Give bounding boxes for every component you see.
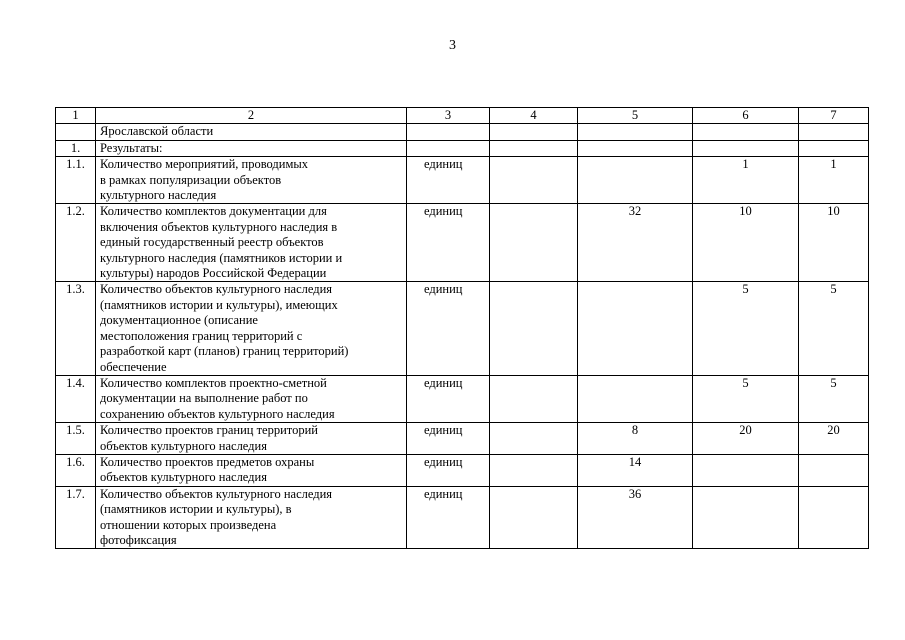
column-6-value-cell: 1 xyxy=(693,157,799,204)
column-7-value-cell: 5 xyxy=(799,282,869,375)
column-4-value-cell xyxy=(490,282,578,375)
unit-cell: единиц xyxy=(407,204,490,282)
page-number: 3 xyxy=(449,38,456,53)
row-number-cell: 1.7. xyxy=(56,486,96,549)
indicator-name-cell: Количество проектов предметов охраны объектов культурного наследия xyxy=(96,454,407,486)
row-number-cell: 1. xyxy=(56,140,96,156)
header-cell: 6 xyxy=(693,108,799,124)
indicator-name-cell: Количество комплектов проектно-сметной документации на выполнение работ по сохранению объектов культурного наследия xyxy=(96,375,407,422)
table-row xyxy=(56,124,869,140)
column-4-value-cell xyxy=(490,157,578,204)
row-number-cell: 1.4. xyxy=(56,375,96,422)
column-4-value-cell xyxy=(490,454,578,486)
header-cell: 7 xyxy=(799,108,869,124)
unit-cell: единиц xyxy=(407,375,490,422)
column-6-value-cell: 5 xyxy=(693,282,799,375)
table-row xyxy=(56,282,869,375)
indicator-name-cell: Количество объектов культурного наследия (памятников истории и культуры), имеющих документационное (описание местоположения границ территорий с разработкой карт (планов) границ территорий) обеспечение xyxy=(96,282,407,375)
indicator-name-cell: Количество объектов культурного наследия (памятников истории и культуры), в отношении которых произведена фотофиксация xyxy=(96,486,407,549)
column-6-value-cell xyxy=(693,486,799,549)
table-row xyxy=(56,486,869,549)
table-row xyxy=(56,454,869,486)
row-number-cell: 1.2. xyxy=(56,204,96,282)
table-row xyxy=(56,423,869,455)
column-7-value-cell xyxy=(799,454,869,486)
column-7-value-cell: 5 xyxy=(799,375,869,422)
column-5-value-cell: 32 xyxy=(578,204,693,282)
unit-cell: единиц xyxy=(407,423,490,455)
unit-cell xyxy=(407,124,490,140)
row-number-cell: 1.1. xyxy=(56,157,96,204)
column-5-value-cell: 14 xyxy=(578,454,693,486)
unit-cell: единиц xyxy=(407,454,490,486)
table-row xyxy=(56,157,869,204)
column-5-value-cell xyxy=(578,282,693,375)
column-5-value-cell xyxy=(578,140,693,156)
unit-cell: единиц xyxy=(407,282,490,375)
column-5-value-cell: 8 xyxy=(578,423,693,455)
column-5-value-cell: 36 xyxy=(578,486,693,549)
unit-cell: единиц xyxy=(407,157,490,204)
row-number-cell: 1.5. xyxy=(56,423,96,455)
column-6-value-cell xyxy=(693,124,799,140)
column-7-value-cell: 10 xyxy=(799,204,869,282)
header-cell: 4 xyxy=(490,108,578,124)
column-4-value-cell xyxy=(490,124,578,140)
row-number-cell: 1.6. xyxy=(56,454,96,486)
column-4-value-cell xyxy=(490,486,578,549)
header-cell: 1 xyxy=(56,108,96,124)
indicator-name-cell: Количество комплектов документации для включения объектов культурного наследия в единый государственный реестр объектов культурного наследия (памятников истории и культуры) народов Российской Федерации xyxy=(96,204,407,282)
column-6-value-cell xyxy=(693,454,799,486)
row-number-cell: 1.3. xyxy=(56,282,96,375)
unit-cell: единиц xyxy=(407,486,490,549)
column-6-value-cell xyxy=(693,140,799,156)
column-7-value-cell: 1 xyxy=(799,157,869,204)
indicator-name-cell: Результаты: xyxy=(96,140,407,156)
column-5-value-cell xyxy=(578,157,693,204)
table-row xyxy=(56,375,869,422)
indicator-name-cell: Количество мероприятий, проводимых в рамках популяризации объектов культурного наследия xyxy=(96,157,407,204)
column-4-value-cell xyxy=(490,140,578,156)
column-4-value-cell xyxy=(490,204,578,282)
indicator-name-cell: Количество проектов границ территорий объектов культурного наследия xyxy=(96,423,407,455)
indicator-name-cell: Ярославской области xyxy=(96,124,407,140)
header-cell: 5 xyxy=(578,108,693,124)
column-4-value-cell xyxy=(490,375,578,422)
column-6-value-cell: 10 xyxy=(693,204,799,282)
table-row xyxy=(56,140,869,156)
unit-cell xyxy=(407,140,490,156)
row-number-cell xyxy=(56,124,96,140)
column-5-value-cell xyxy=(578,375,693,422)
table-row xyxy=(56,204,869,282)
table-header-row xyxy=(56,108,869,124)
column-7-value-cell: 20 xyxy=(799,423,869,455)
results-table xyxy=(55,107,869,549)
column-4-value-cell xyxy=(490,423,578,455)
column-7-value-cell xyxy=(799,140,869,156)
header-cell: 3 xyxy=(407,108,490,124)
column-6-value-cell: 5 xyxy=(693,375,799,422)
column-5-value-cell xyxy=(578,124,693,140)
column-7-value-cell xyxy=(799,486,869,549)
column-6-value-cell: 20 xyxy=(693,423,799,455)
column-7-value-cell xyxy=(799,124,869,140)
header-cell: 2 xyxy=(96,108,407,124)
